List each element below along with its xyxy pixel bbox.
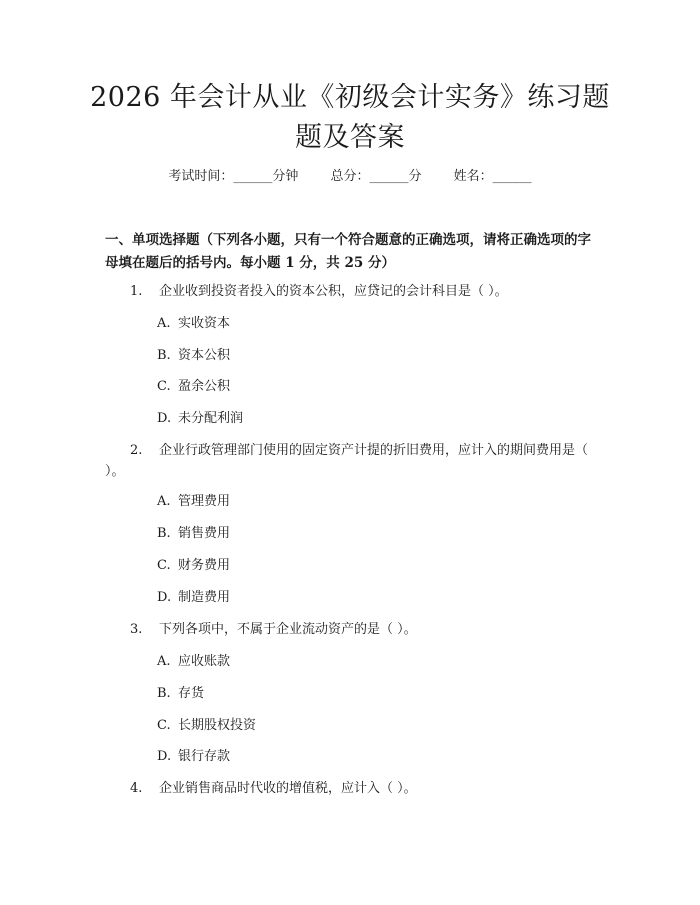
option-text: 存货 — [178, 686, 205, 701]
option-1a — [157, 313, 230, 334]
total-score-field: 总分：______分 — [330, 169, 422, 184]
option-3a — [157, 651, 230, 672]
section-heading: 一、单项选择题（下列各小题，只有一个符合题意的正确选项，请将正确选项的字母填在题后的括号内。每小题 1 分，共 25 分） — [105, 232, 591, 271]
option-label: C. — [157, 718, 171, 733]
option-label: A. — [157, 654, 171, 669]
exam-time-field: 考试时间：______分钟 — [168, 169, 299, 184]
option-text: 长期股权投资 — [178, 718, 257, 733]
option-3c — [157, 715, 256, 736]
option-1b — [157, 345, 230, 366]
option-label: A. — [157, 494, 171, 509]
option-2c — [157, 555, 230, 576]
option-text: 应收账款 — [178, 654, 231, 669]
question-number: 2. — [130, 443, 143, 458]
option-text: 资本公积 — [178, 348, 231, 363]
option-label: C. — [157, 558, 171, 573]
option-label: A. — [157, 316, 171, 331]
option-label: B. — [157, 348, 171, 363]
option-3d — [157, 746, 230, 767]
option-1d — [157, 408, 243, 429]
option-text: 未分配利润 — [178, 411, 244, 426]
option-2a — [157, 491, 230, 512]
option-2d — [157, 587, 230, 608]
question-2 — [105, 440, 599, 482]
option-text: 制造费用 — [178, 590, 231, 605]
option-text: 财务费用 — [178, 558, 231, 573]
option-text: 实收资本 — [178, 316, 231, 331]
option-1c — [157, 376, 230, 397]
option-label: D. — [157, 590, 172, 605]
option-label: D. — [157, 749, 172, 764]
question-number: 1. — [130, 284, 143, 299]
question-text: 企业行政管理部门使用的固定资产计提的折旧费用，应计入的期间费用是（ ）。 — [105, 443, 589, 479]
option-3b — [157, 683, 204, 704]
option-text: 银行存款 — [178, 749, 231, 764]
option-label: D. — [157, 411, 172, 426]
option-label: B. — [157, 526, 171, 541]
document-title: 2026 年会计从业《初级会计实务》练习题题及答案 — [90, 82, 610, 153]
option-text: 管理费用 — [178, 494, 231, 509]
option-label: B. — [157, 686, 171, 701]
option-2b — [157, 523, 230, 544]
question-1 — [105, 281, 599, 302]
option-text: 盈余公积 — [178, 379, 231, 394]
question-text: 下列各项中，不属于企业流动资产的是（ ）。 — [159, 622, 417, 637]
option-label: C. — [157, 379, 171, 394]
question-4 — [105, 778, 599, 799]
exam-info — [0, 166, 700, 188]
question-text: 企业销售商品时代收的增值税，应计入（ ）。 — [159, 781, 417, 796]
question-3 — [105, 619, 599, 640]
question-number: 4. — [130, 781, 143, 796]
option-text: 销售费用 — [178, 526, 231, 541]
question-text: 企业收到投资者投入的资本公积，应贷记的会计科目是（ ）。 — [159, 284, 508, 299]
question-number: 3. — [130, 622, 143, 637]
name-field: 姓名：______ — [453, 169, 532, 184]
